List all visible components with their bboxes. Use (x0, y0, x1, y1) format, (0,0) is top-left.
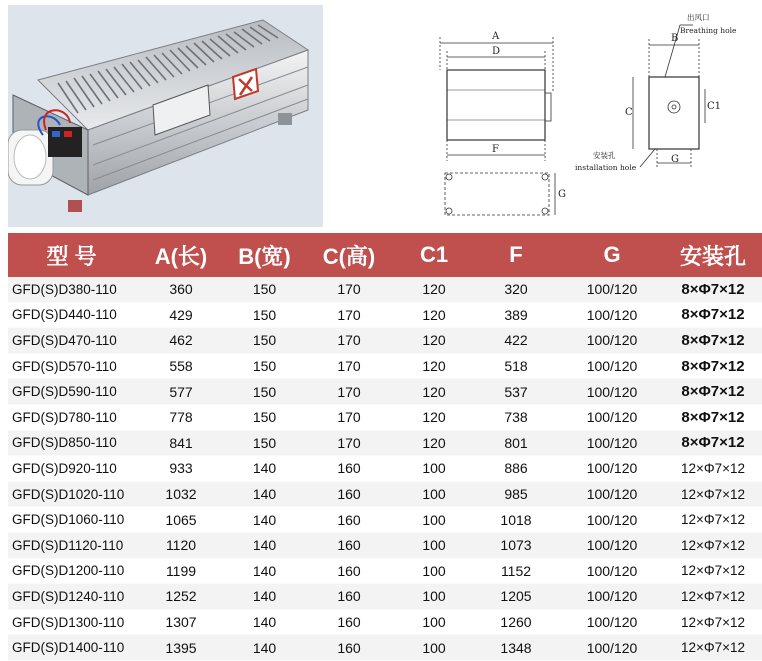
cell-a: 1120 (135, 532, 227, 558)
cell-b: 140 (227, 532, 302, 558)
cell-model: GFD(S)D1200-110 (12, 563, 125, 579)
cell-b: 150 (227, 328, 302, 354)
cell-b: 140 (227, 635, 302, 661)
cell-b: 150 (227, 277, 302, 302)
table-row (8, 404, 762, 430)
cell-model: GFD(S)D440-110 (12, 307, 117, 323)
col-header-c1: C1 (396, 233, 472, 277)
cell-model: GFD(S)D590-110 (8, 379, 135, 405)
cell-a: 462 (135, 328, 227, 354)
cell-g: 100/120 (560, 277, 664, 302)
cell-g: 100/120 (586, 562, 638, 579)
cell-model: GFD(S)D380-110 (8, 277, 135, 302)
cell-c1: 100 (396, 481, 472, 507)
cell-a: 1199 (165, 562, 197, 579)
cell-g: 100/120 (560, 584, 664, 610)
cell-a: 1065 (165, 511, 197, 528)
cell-c: 160 (302, 635, 396, 661)
cell-a: 577 (135, 379, 227, 405)
col-header-b: B(宽) (227, 233, 302, 277)
dim-label-b: B (671, 33, 679, 44)
cell-c1: 100 (422, 511, 446, 528)
cell-f: 389 (504, 306, 528, 323)
cell-c1: 100 (422, 562, 446, 579)
table-row (8, 609, 762, 635)
cell-model: GFD(S)D1120-110 (8, 532, 135, 558)
cell-a: 360 (135, 277, 227, 302)
cell-g: 100/120 (586, 511, 638, 528)
install-hole-en: installation hole (575, 163, 637, 172)
dim-label-a: A (492, 31, 500, 42)
table-row (8, 558, 762, 584)
install-hole-cn: 安装孔 (593, 151, 616, 160)
cell-g: 100/120 (586, 409, 638, 426)
fan-illustration (8, 5, 323, 227)
cell-f: 1260 (500, 614, 532, 631)
cell-f: 801 (472, 430, 560, 456)
cell-c1: 120 (422, 358, 446, 375)
table-row (8, 328, 762, 354)
cell-f: 320 (472, 277, 560, 302)
cell-install: 12×Φ7×12 (664, 635, 762, 661)
col-header-g: G (560, 233, 664, 277)
cell-install: 8×Φ7×12 (664, 277, 762, 302)
cell-g: 100/120 (586, 358, 638, 375)
cell-a: 429 (169, 306, 193, 323)
cell-c1: 100 (422, 614, 446, 631)
cell-b: 140 (252, 614, 277, 631)
cell-a: 841 (135, 430, 227, 456)
cell-f: 738 (504, 409, 528, 426)
cell-c: 160 (337, 614, 361, 631)
cell-c1: 100 (396, 635, 472, 661)
cell-c: 160 (302, 481, 396, 507)
cell-install: 12×Φ7×12 (680, 563, 746, 579)
col-header-model: 型 号 (8, 233, 135, 277)
cell-f: 422 (472, 328, 560, 354)
cell-c1: 120 (396, 430, 472, 456)
cell-model: GFD(S)D470-110 (8, 328, 135, 354)
cell-install: 12×Φ7×12 (680, 614, 746, 630)
cell-model: GFD(S)D1400-110 (8, 635, 135, 661)
cell-c1: 120 (396, 379, 472, 405)
table-row (8, 353, 762, 379)
product-photo (8, 5, 323, 227)
cell-f: 1205 (472, 584, 560, 610)
cell-c: 170 (337, 306, 361, 323)
dimension-drawing (425, 5, 755, 227)
cell-model: GFD(S)D780-110 (12, 409, 117, 425)
cell-f: 537 (472, 379, 560, 405)
cell-c1: 100 (396, 532, 472, 558)
cell-b: 140 (227, 584, 302, 610)
cell-g: 100/120 (586, 614, 638, 631)
table-row (8, 379, 762, 405)
dim-label-g-bottom: G (558, 189, 566, 200)
cell-b: 140 (227, 481, 302, 507)
table-row (8, 430, 762, 456)
cell-b: 140 (252, 460, 277, 477)
dim-label-d: D (492, 46, 501, 57)
cell-b: 150 (227, 430, 302, 456)
cell-install: 8×Φ7×12 (664, 328, 762, 354)
cell-c: 170 (337, 409, 361, 426)
cell-g: 100/120 (560, 532, 664, 558)
cell-install: 8×Φ7×12 (681, 306, 745, 324)
cell-f: 1152 (500, 562, 532, 579)
cell-g: 100/120 (560, 635, 664, 661)
cell-c: 160 (337, 511, 361, 528)
cell-f: 985 (472, 481, 560, 507)
cell-c: 160 (337, 460, 361, 477)
cell-b: 140 (252, 511, 277, 528)
cell-c: 170 (302, 379, 396, 405)
table-row (8, 277, 762, 302)
cell-install: 12×Φ7×12 (664, 584, 762, 610)
cell-a: 1307 (165, 614, 197, 631)
cell-f: 1018 (500, 511, 532, 528)
breathing-hole-cn: 出风口 (687, 13, 710, 22)
cell-a: 558 (169, 358, 193, 375)
col-header-f: F (472, 233, 560, 277)
dim-label-c: C (625, 107, 633, 118)
cell-install: 8×Φ7×12 (681, 408, 745, 426)
cell-install: 12×Φ7×12 (680, 512, 746, 528)
cell-model: GFD(S)D920-110 (12, 460, 117, 476)
cell-f: 1073 (472, 532, 560, 558)
table-row (8, 584, 762, 610)
cell-install: 12×Φ7×12 (664, 481, 762, 507)
table-body (8, 277, 762, 660)
cell-g: 100/120 (560, 379, 664, 405)
cell-c: 160 (302, 532, 396, 558)
cell-c: 160 (302, 584, 396, 610)
cell-b: 150 (227, 379, 302, 405)
cell-c: 170 (337, 358, 361, 375)
cell-g: 100/120 (560, 430, 664, 456)
cell-f: 886 (504, 460, 528, 477)
spec-table (8, 233, 762, 661)
cell-model: GFD(S)D1060-110 (12, 512, 125, 528)
dim-label-c1: C1 (707, 101, 722, 112)
cell-a: 778 (169, 409, 193, 426)
cell-a: 933 (169, 460, 193, 477)
cell-g: 100/120 (586, 306, 638, 323)
dim-label-g-right: G (671, 154, 679, 165)
cell-install: 12×Φ7×12 (680, 460, 746, 476)
cell-model: GFD(S)D1240-110 (8, 584, 135, 610)
cell-c1: 120 (396, 277, 472, 302)
cell-f: 518 (504, 358, 528, 375)
cell-f: 1348 (472, 635, 560, 661)
table-row (8, 532, 762, 558)
cell-c1: 120 (422, 306, 446, 323)
cell-c1: 120 (396, 328, 472, 354)
cell-model: GFD(S)D570-110 (12, 358, 117, 374)
cell-g: 100/120 (560, 328, 664, 354)
cell-b: 150 (252, 409, 277, 426)
col-header-a: A(长) (135, 233, 227, 277)
cell-c1: 100 (396, 584, 472, 610)
table-row (8, 456, 762, 482)
cell-install: 12×Φ7×12 (664, 532, 762, 558)
cell-a: 1032 (135, 481, 227, 507)
dim-label-f: F (492, 144, 499, 155)
cell-a: 1252 (135, 584, 227, 610)
header-row (8, 233, 762, 277)
table-row (8, 481, 762, 507)
table-row (8, 635, 762, 661)
cell-b: 150 (252, 306, 277, 323)
cell-c: 170 (302, 430, 396, 456)
cell-a: 1395 (135, 635, 227, 661)
col-header-install: 安装孔 (664, 233, 762, 277)
col-header-c: C(高) (302, 233, 396, 277)
cell-install: 8×Φ7×12 (664, 379, 762, 405)
table-row (8, 302, 762, 328)
cell-c1: 100 (422, 460, 446, 477)
cell-model: GFD(S)D1300-110 (12, 614, 125, 630)
cell-b: 140 (252, 562, 277, 579)
cell-g: 100/120 (586, 460, 638, 477)
cell-model: GFD(S)D1020-110 (8, 481, 135, 507)
cell-model: GFD(S)D850-110 (8, 430, 135, 456)
table-row (8, 507, 762, 533)
cell-install: 8×Φ7×12 (664, 430, 762, 456)
cell-install: 8×Φ7×12 (681, 357, 745, 375)
dimension-diagram (425, 5, 755, 227)
cell-c1: 120 (422, 409, 446, 426)
cell-b: 150 (252, 358, 277, 375)
breathing-hole-en: Breathing hole (680, 26, 737, 35)
cell-c: 160 (337, 562, 361, 579)
cell-g: 100/120 (560, 481, 664, 507)
cell-c: 170 (302, 328, 396, 354)
cell-c: 170 (302, 277, 396, 302)
